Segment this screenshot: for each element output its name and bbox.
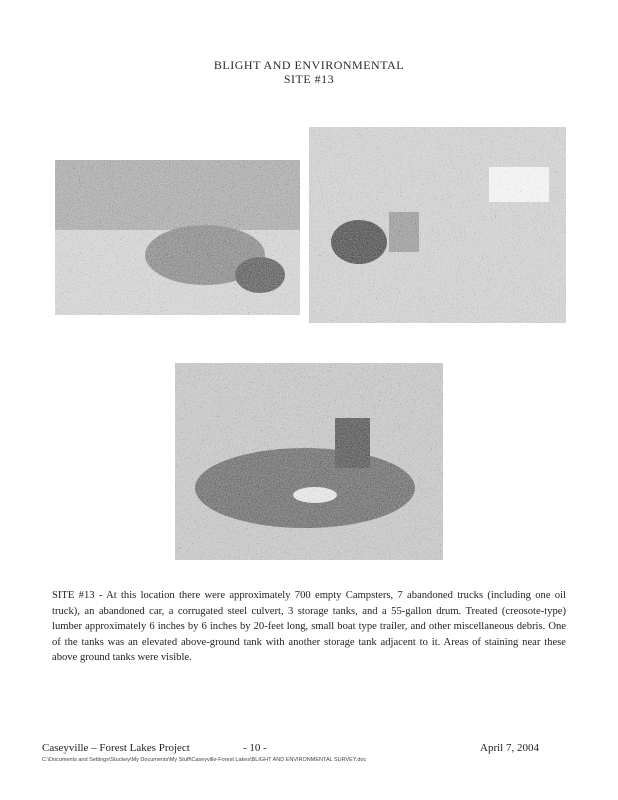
site-photo-3 <box>175 363 443 560</box>
title-line-2: SITE #13 <box>283 72 335 86</box>
site-description: SITE #13 - At this location there were approximately 700 empty Campsters, 7 abandoned trucks (including one oil truck), an abandoned car, a corrugated steel culvert, 3 storage tanks, and a 55-gallon drum. Treated (creosote-type) lumber approximately 6 inches by 6 inches by 20-feet long, small boat type trailer, and other miscellaneous debris. One of the tanks was an elevated above-ground tank with another storage tank adjacent to it. Areas of staining near these above ground tanks were visible. <box>52 590 566 663</box>
page-title <box>0 58 618 86</box>
footer-page-number: - 10 - <box>243 742 267 754</box>
site-photo-1 <box>55 160 300 315</box>
footer-file-path: C:\Documents and Settings\Stuckey\My Documents\My Stuff\Caseyville-Forest Lakes\BLIGHT AND ENVIRONMENTAL SURVEY.doc <box>42 757 367 763</box>
footer-date: April 7, 2004 <box>480 742 539 754</box>
site-photo-2 <box>309 127 566 323</box>
title-line-1: BLIGHT AND ENVIRONMENTAL <box>213 58 405 72</box>
footer-project: Caseyville – Forest Lakes Project <box>42 742 190 754</box>
